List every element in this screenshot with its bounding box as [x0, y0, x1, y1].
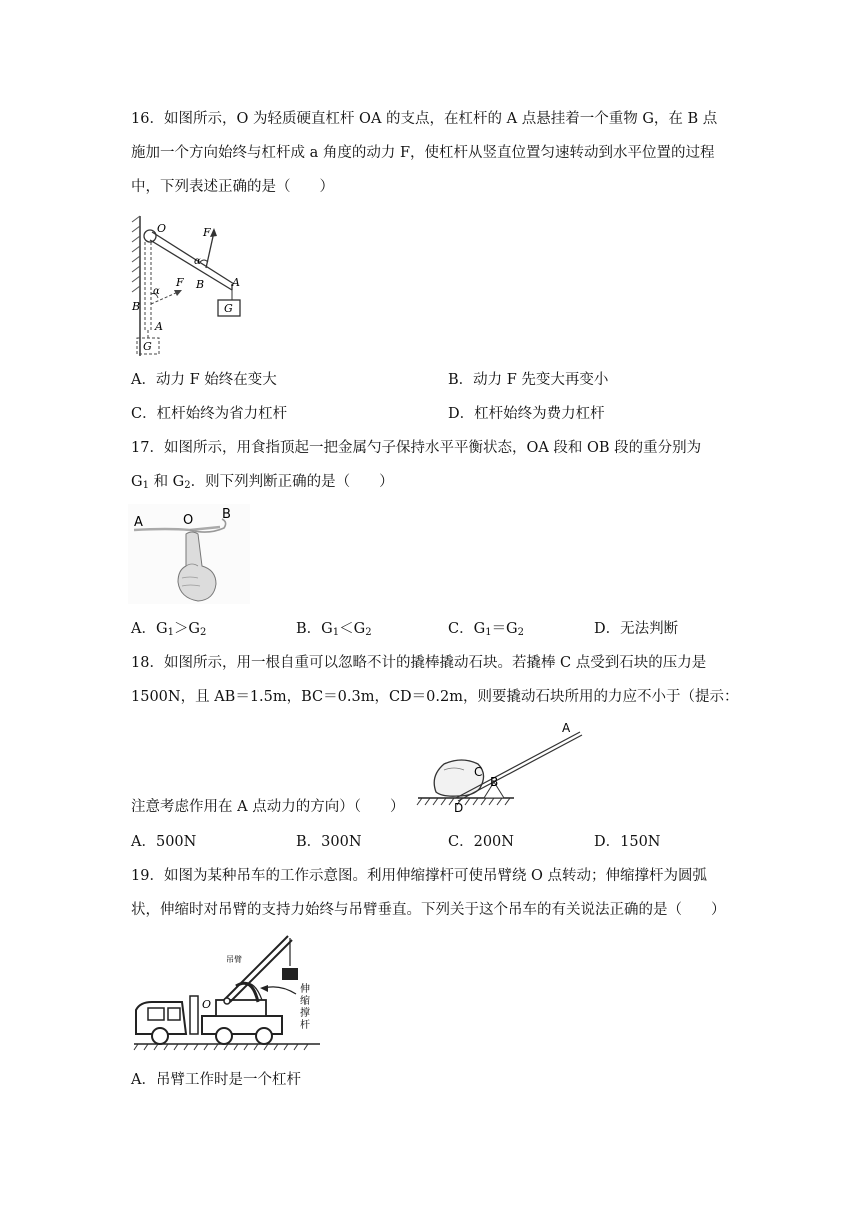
q19-option-a: A．吊臂工作时是一个杠杆 [131, 1072, 301, 1088]
q16-label-a-upper: A [232, 276, 240, 289]
q16-option-a: A．动力 F 始终在变大 [131, 372, 277, 388]
q17-label-a: A [134, 515, 143, 530]
q18-option-a: A．500N [131, 834, 197, 850]
q17-option-a: A．$G_1>G_2$ [131, 621, 207, 638]
q16-option-d: D．杠杆始终为费力杠杆 [448, 406, 605, 422]
q16-label-a-lower: A [155, 320, 163, 333]
q18-option-b: B．300N [296, 834, 362, 850]
q16-label-o: O [157, 222, 167, 235]
q16-lever-figure [128, 212, 258, 360]
q16-label-b-upper: B [196, 278, 205, 291]
q16-label-alpha-lower: α [153, 286, 160, 297]
q18-option-c: C．200N [448, 834, 514, 850]
q19-label-strut-3: 撑 [300, 1008, 310, 1019]
q19-label-strut-2: 缩 [300, 996, 310, 1007]
q18-text-line3: 注意考虑作用在 A 点动力的方向）（ ） [131, 799, 405, 815]
q17-spoon-figure [128, 504, 250, 604]
q16-label-f-upper: F [203, 226, 211, 239]
q19-text-line2: 状，伸缩时对吊臂的支持力始终与吊臂垂直。下列关于这个吊车的有关说法正确的是（ ） [131, 902, 726, 918]
q16-label-b-lower: B [132, 300, 141, 313]
q17-option-d: D．无法判断 [594, 621, 679, 637]
q18-option-d: D．150N [594, 834, 661, 850]
q16-label-g-lower: G [143, 340, 152, 353]
q16-text-line2: 施加一个方向始终与杠杆成 a 角度的动力 F，使杠杆从竖直位置匀速转动到水平位置的过程 [131, 145, 715, 161]
q19-label-strut-1: 伸 [300, 984, 310, 995]
q17-text-line2: $G_1$ 和 $G_2$．则下列判断正确的是（ ） [131, 474, 394, 491]
q16-label-f-lower: F [176, 276, 184, 289]
q19-label-strut-4: 杆 [300, 1020, 310, 1031]
q16-label-alpha-upper: α [194, 256, 201, 267]
q16-label-g-upper: G [224, 302, 233, 315]
q16-text-line3: 中，下列表述正确的是（ ） [131, 179, 334, 195]
q18-label-b: B [490, 775, 499, 789]
q17-text-line1: 17．如图所示，用食指顶起一把金属勺子保持水平平衡状态，OA 段和 OB 段的重分别为 [131, 440, 702, 456]
q19-crane-figure [132, 930, 322, 1058]
q16-option-b: B．动力 F 先变大再变小 [448, 372, 609, 388]
q18-crowbar-figure [414, 720, 586, 814]
q18-label-c: C [474, 765, 483, 779]
q19-label-o: O [202, 998, 212, 1011]
q17-label-b: B [222, 507, 231, 522]
q18-text-line2: 1500N，且 AB＝1.5m，BC＝0.3m，CD＝0.2m，则要撬动石块所用的力应不小于（提示： [131, 689, 739, 705]
q17-option-c: C．$G_1=G_2$ [448, 621, 525, 638]
q17-label-o: O [183, 513, 194, 528]
q19-label-arm: 吊臂 [226, 955, 242, 964]
q16-text-line1: 16．如图所示，O 为轻质硬直杠杆 OA 的支点，在杠杆的 A 点悬挂着一个重物 G，在 B 点 [131, 111, 718, 127]
q16-option-c: C．杠杆始终为省力杠杆 [131, 406, 288, 422]
q19-text-line1: 19．如图为某种吊车的工作示意图。利用伸缩撑杆可使吊臂绕 O 点转动；伸缩撑杆为圆弧 [131, 868, 708, 884]
q18-label-d: D [454, 801, 464, 814]
q17-option-b: B．$G_1<G_2$ [296, 621, 372, 638]
q18-label-a: A [562, 721, 571, 735]
q18-text-line1: 18．如图所示，用一根自重可以忽略不计的撬棒撬动石块。若撬棒 C 点受到石块的压力是 [131, 655, 707, 671]
